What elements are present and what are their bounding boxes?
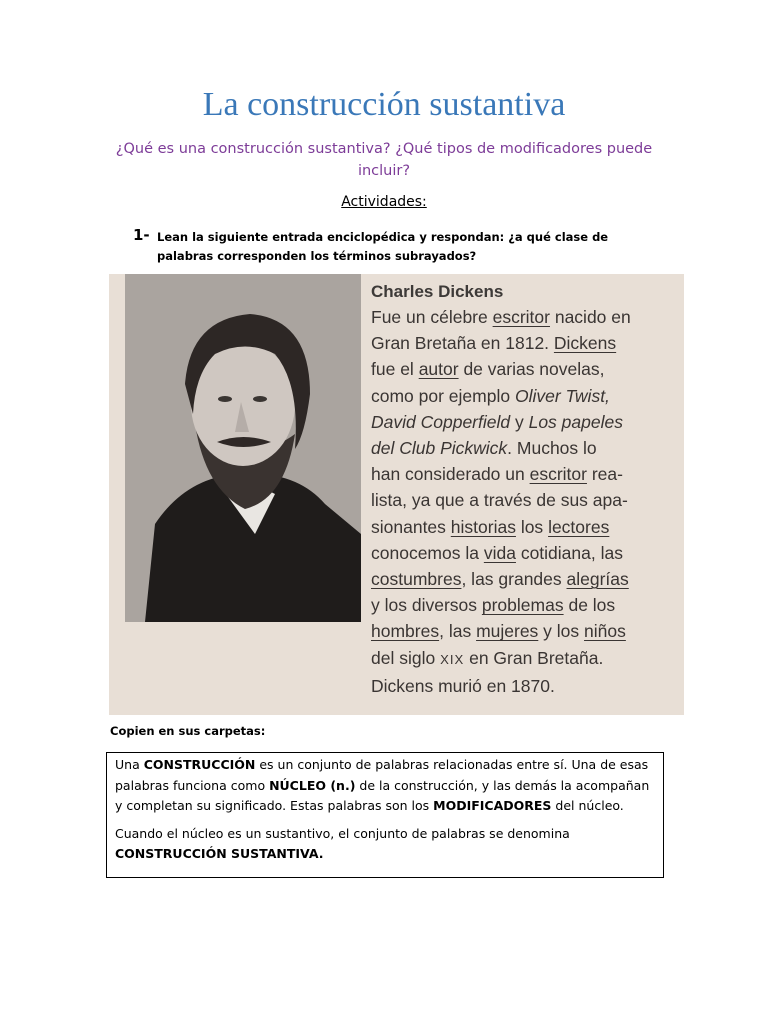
entry-text: lista, ya que a través de sus apa-	[371, 490, 628, 511]
page-title: La construcción sustantiva	[202, 86, 566, 123]
textbook-photo	[109, 274, 684, 715]
entry-line	[371, 409, 676, 435]
definition-text: Una	[115, 757, 144, 772]
question-text: Lean la siguiente entrada enciclopédica y respondan: ¿a qué clase de palabras corresponden los términos subrayados?	[157, 230, 609, 263]
entry-underlined-word: escritor	[492, 307, 550, 327]
entry-text: nacido en	[549, 307, 631, 327]
dickens-portrait	[125, 274, 361, 622]
entry-underlined-word: escritor	[529, 464, 587, 485]
entry-text: , las grandes	[461, 569, 567, 590]
definition-box	[106, 752, 664, 878]
entry-text: en Gran Bretaña.	[464, 647, 604, 668]
entry-text: conocemos la	[371, 542, 484, 563]
activities-heading: Actividades:	[341, 194, 427, 210]
entry-underlined-word: lectores	[548, 516, 610, 537]
definition-text: CONSTRUCCIÓN	[143, 757, 256, 772]
entry-text: y	[510, 411, 529, 432]
entry-underlined-word: autor	[418, 359, 459, 380]
definition-paragraph-2	[115, 824, 655, 865]
entry-text: han considerado un	[371, 464, 530, 485]
entry-line	[371, 540, 676, 566]
entry-text: Fue un célebre	[371, 307, 493, 327]
entry-underlined-word: niños	[584, 621, 626, 642]
entry-text: sionantes	[371, 516, 451, 537]
definition-text: del núcleo.	[551, 798, 624, 813]
question-number: 1-	[133, 226, 150, 244]
entry-text: los	[515, 516, 549, 537]
entry-line	[371, 330, 676, 356]
entry-text: , las	[439, 621, 477, 642]
page-subtitle: ¿Qué es una construcción sustantiva? ¿Qué tipos de modificadores puede incluir?	[115, 141, 653, 179]
definition-text: Cuando el núcleo es un sustantivo, el conjunto de palabras se denomina	[115, 825, 570, 841]
definition-text: NÚCLEO (n.)	[269, 777, 356, 793]
entry-underlined-word: Dickens	[553, 333, 617, 354]
entry-text: Los papeles	[528, 411, 623, 432]
entry-text: fue el	[371, 359, 419, 380]
entry-text: . Muchos lo	[507, 438, 597, 459]
entry-underlined-word: problemas	[481, 595, 564, 616]
entry-line	[371, 566, 676, 592]
definition-text: CONSTRUCCIÓN SUSTANTIVA.	[115, 846, 324, 861]
entry-line	[371, 435, 676, 461]
entry-underlined-word: costumbres	[371, 569, 462, 590]
entry-text: y los diversos	[371, 595, 482, 616]
copy-instruction: Copien en sus carpetas:	[110, 724, 266, 738]
entry-text: rea-	[586, 464, 623, 485]
encyclopedia-entry	[371, 282, 676, 699]
entry-line	[371, 383, 676, 409]
entry-body	[371, 304, 676, 699]
entry-text: cotidiana, las	[515, 542, 623, 563]
entry-text: Dickens murió en 1870.	[371, 675, 555, 696]
entry-text: de varias novelas,	[458, 359, 605, 380]
entry-line	[371, 673, 676, 699]
entry-line	[371, 592, 676, 618]
entry-underlined-word: vida	[483, 542, 516, 563]
entry-line	[371, 618, 676, 644]
entry-heading: Charles Dickens	[371, 282, 504, 301]
entry-line	[371, 356, 676, 382]
entry-underlined-word: historias	[450, 516, 516, 537]
entry-text: Oliver Twist,	[514, 385, 610, 406]
entry-text: David Copperfield	[371, 411, 511, 432]
entry-underlined-word: alegrías	[566, 569, 629, 590]
definition-text: MODIFICADORES	[433, 798, 552, 813]
entry-line	[371, 461, 676, 487]
definition-text: de la construcción, y las demás la acompañan y completan su significado. Estas palabras son los	[115, 777, 650, 813]
definition-paragraph-1	[115, 755, 655, 817]
entry-line	[371, 514, 676, 540]
entry-text: del Club Pickwick	[371, 438, 508, 459]
entry-underlined-word: hombres	[371, 621, 440, 642]
entry-text: de los	[563, 595, 616, 616]
definition-text: es un conjunto de palabras relacionadas entre sí. Una de esas palabras funciona como	[115, 757, 649, 793]
entry-line	[371, 487, 676, 513]
entry-text: como por ejemplo	[371, 385, 515, 406]
entry-text: Gran Bretaña en 1812.	[371, 333, 554, 354]
entry-text: XIX	[440, 651, 465, 667]
entry-text: del siglo	[371, 647, 441, 668]
entry-underlined-word: mujeres	[476, 621, 539, 642]
entry-text: y los	[538, 621, 585, 642]
entry-line	[371, 304, 676, 330]
entry-line	[371, 645, 676, 673]
